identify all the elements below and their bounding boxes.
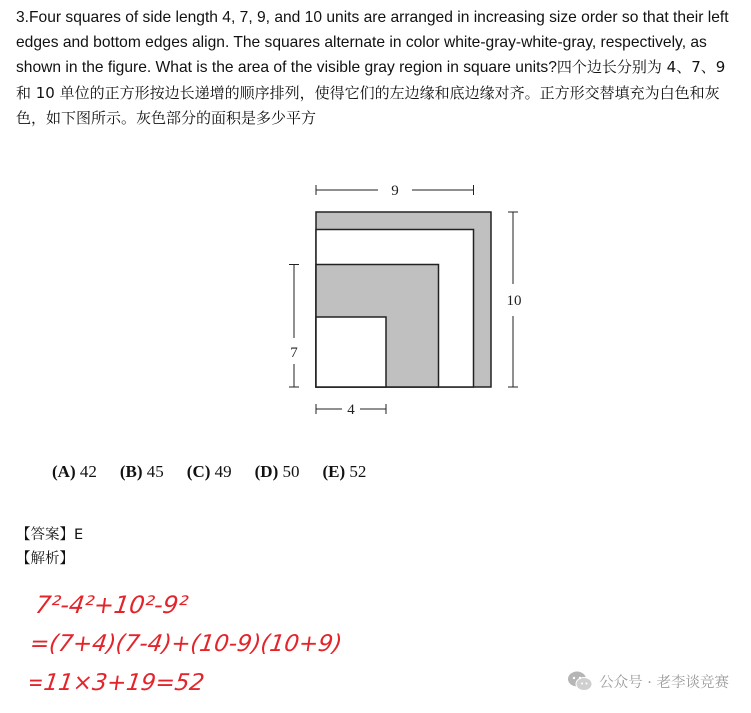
wechat-icon bbox=[567, 670, 593, 692]
choice-e-value: 52 bbox=[349, 462, 367, 481]
choice-d-value: 50 bbox=[282, 462, 300, 481]
choice-c-value: 49 bbox=[214, 462, 232, 481]
label-left: 7 bbox=[290, 345, 298, 361]
squares-diagram bbox=[270, 176, 540, 426]
handwriting-line-3: =11×3+19=52 bbox=[30, 670, 206, 696]
choice-a[interactable] bbox=[52, 462, 97, 482]
handwriting-line-2: =(7+4)(7-4)+(10-9)(10+9) bbox=[30, 631, 344, 657]
choice-b-letter: (B) bbox=[119, 462, 143, 481]
analysis-label: 【解析】 bbox=[16, 551, 74, 567]
problem-text bbox=[16, 6, 738, 132]
watermark bbox=[567, 670, 729, 692]
handwriting-line-1: 7²-4²+10²-9² bbox=[33, 591, 190, 619]
choice-d-letter: (D) bbox=[254, 462, 279, 481]
choice-b-value: 45 bbox=[146, 462, 164, 481]
choice-c-letter: (C) bbox=[186, 462, 211, 481]
answer-label: 【答案】E bbox=[16, 527, 84, 543]
choice-d[interactable] bbox=[255, 462, 300, 482]
label-right: 10 bbox=[506, 293, 522, 309]
problem-english: 3.Four squares of side length 4, 7, 9, and 10 units are arranged in increasing size order so that their left edges and bottom edges align. The squares alternate in color white-gray-white-gray, respectively, as shown in the figure. What is the area of the visible gray region in square units? bbox=[16, 9, 729, 76]
handwriting-canvas bbox=[30, 588, 410, 703]
choice-b[interactable] bbox=[120, 462, 164, 482]
problem-chinese: 四个边长分别为 4、7、9 和 10 单位的正方形按边长递增的顺序排列，使得它们的左边缘和底边缘对齐。正方形交替填充为白色和灰色，如下图所示。灰色部分的面积是多少平方 bbox=[16, 58, 726, 127]
choice-a-letter: (A) bbox=[52, 462, 76, 481]
choice-e[interactable] bbox=[323, 462, 367, 482]
label-top: 9 bbox=[391, 183, 399, 199]
squares-figure bbox=[270, 176, 540, 426]
handwritten-solution bbox=[30, 588, 410, 707]
label-bottom: 4 bbox=[347, 402, 355, 418]
choice-e-letter: (E) bbox=[322, 462, 346, 481]
square-4-white bbox=[316, 317, 386, 387]
choice-a-value: 42 bbox=[79, 462, 97, 481]
choice-c[interactable] bbox=[187, 462, 232, 482]
watermark-text: 公众号 · 老李谈竞赛 bbox=[599, 674, 729, 691]
answer-choices bbox=[52, 462, 389, 482]
